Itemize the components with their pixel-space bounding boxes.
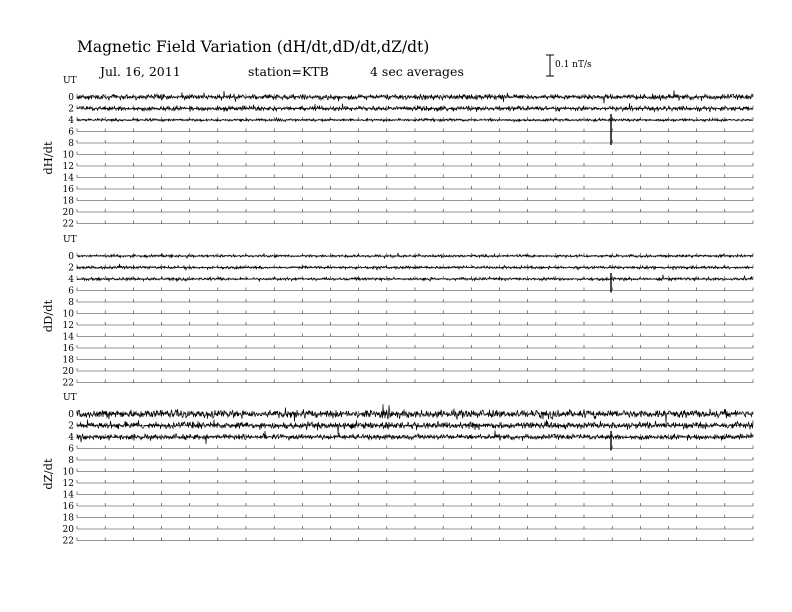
row-label: 8 — [68, 139, 74, 149]
row-hour-ticks — [77, 311, 753, 314]
ut-axis-label: UT — [63, 76, 77, 86]
row-hour-ticks — [77, 380, 753, 383]
row-hour-ticks — [77, 538, 753, 541]
panel-dH-dt — [41, 76, 753, 230]
row-label: 2 — [68, 104, 74, 115]
trace-4h — [77, 430, 753, 444]
row-label: 6 — [68, 444, 74, 455]
row-hour-ticks — [77, 175, 753, 178]
row-label: 16 — [62, 185, 74, 195]
row-hour-ticks — [77, 345, 753, 348]
row-hour-ticks — [77, 322, 753, 325]
row-label: 10 — [62, 467, 74, 478]
row-label: 0 — [68, 410, 74, 420]
row-label: 4 — [68, 116, 74, 126]
row-label: 20 — [62, 208, 74, 218]
row-label: 14 — [62, 173, 74, 184]
row-hour-ticks — [77, 186, 753, 189]
row-label: 6 — [68, 286, 74, 297]
row-label: 2 — [68, 421, 74, 432]
row-hour-ticks — [77, 198, 753, 201]
row-label: 20 — [62, 525, 74, 535]
row-hour-ticks — [77, 276, 753, 279]
row-label: 16 — [62, 344, 74, 354]
row-hour-ticks — [77, 446, 753, 449]
row-hour-ticks — [77, 480, 753, 483]
row-label: 12 — [62, 162, 74, 172]
row-label: 14 — [62, 490, 74, 501]
scale-bar — [546, 55, 554, 76]
row-label: 8 — [68, 456, 74, 466]
averaging-label: 4 sec averages — [370, 64, 464, 79]
station-label: station=KTB — [248, 64, 329, 79]
row-label: 2 — [68, 263, 74, 274]
chart-title: Magnetic Field Variation (dH/dt,dD/dt,dZ/dt) — [77, 38, 430, 56]
row-hour-ticks — [77, 457, 753, 460]
row-label: 14 — [62, 332, 74, 343]
row-label: 22 — [62, 536, 74, 547]
row-hour-ticks — [77, 221, 753, 224]
row-label: 18 — [62, 513, 74, 524]
row-hour-ticks — [77, 209, 753, 212]
row-label: 20 — [62, 367, 74, 377]
panel-ylabel: dZ/dt — [41, 458, 55, 490]
row-hour-ticks — [77, 492, 753, 495]
row-label: 6 — [68, 127, 74, 138]
row-label: 10 — [62, 150, 74, 161]
row-label: 18 — [62, 355, 74, 366]
row-hour-ticks — [77, 288, 753, 291]
panel-dZ-dt — [41, 393, 753, 547]
trace-2h — [77, 103, 753, 112]
row-hour-ticks — [77, 334, 753, 337]
row-hour-ticks — [77, 163, 753, 166]
trace-0h — [77, 404, 753, 423]
row-label: 16 — [62, 502, 74, 512]
row-label: 12 — [62, 479, 74, 489]
row-hour-ticks — [77, 503, 753, 506]
row-label: 12 — [62, 321, 74, 331]
row-label: 0 — [68, 93, 74, 103]
row-hour-ticks — [77, 469, 753, 472]
row-label: 4 — [68, 275, 74, 285]
row-hour-ticks — [77, 515, 753, 518]
row-label: 22 — [62, 219, 74, 230]
row-label: 10 — [62, 309, 74, 320]
row-hour-ticks — [77, 129, 753, 132]
row-label: 8 — [68, 298, 74, 308]
scale-bar-label: 0.1 nT/s — [555, 60, 592, 70]
date-label: Jul. 16, 2011 — [100, 64, 181, 79]
row-hour-ticks — [77, 299, 753, 302]
ut-axis-label: UT — [63, 393, 77, 403]
row-label: 4 — [68, 433, 74, 443]
row-label: 0 — [68, 252, 74, 262]
row-label: 18 — [62, 196, 74, 207]
panel-dD-dt — [41, 235, 753, 389]
trace-2h — [77, 420, 753, 434]
row-hour-ticks — [77, 152, 753, 155]
panel-ylabel: dH/dt — [41, 141, 55, 175]
row-label: 22 — [62, 378, 74, 389]
row-hour-ticks — [77, 357, 753, 360]
row-hour-ticks — [77, 140, 753, 143]
row-hour-ticks — [77, 368, 753, 371]
row-hour-ticks — [77, 526, 753, 529]
panel-ylabel: dD/dt — [41, 299, 55, 333]
ut-axis-label: UT — [63, 235, 77, 245]
